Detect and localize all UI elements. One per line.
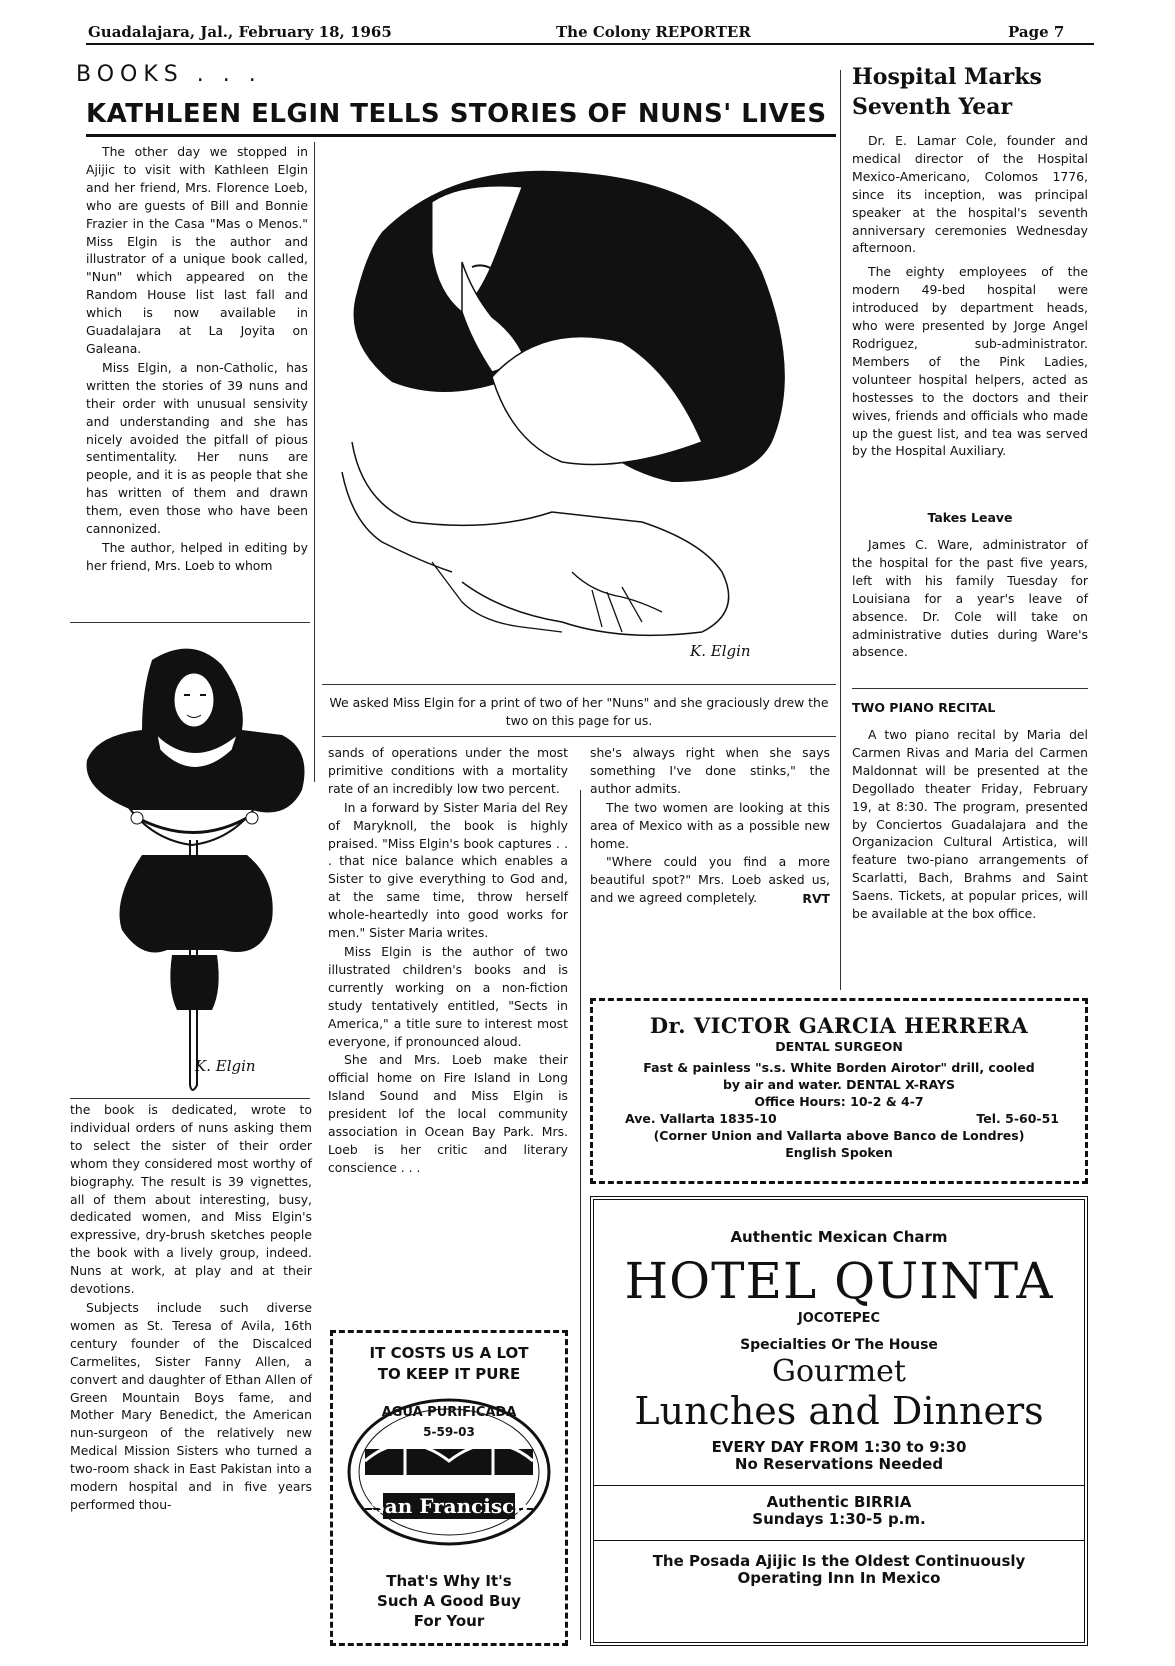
caption-top-rule — [322, 684, 836, 685]
column-rule-2 — [580, 790, 581, 1640]
story-paragraph: In a forward by Sister Maria del Rey of Maryknoll, the book is highly praised. "Miss Elgin's book captures . . . that nice balance which enables a Sister to give everything to God and, at the same time, throw herself whole-heartedly into good works for men." Sister Maria writes. — [328, 799, 568, 941]
hospital-leave-story — [852, 536, 1088, 662]
section-label: BOOKS . . . — [76, 62, 262, 87]
water-foot-1: That's Why It's — [386, 1572, 512, 1590]
hotel-gourmet: Gourmet — [772, 1354, 906, 1389]
water-head-1: IT COSTS US A LOT — [369, 1344, 529, 1362]
story-paragraph: The eighty employees of the modern 49-bed hospital were introduced by department heads, who were presented by Jorge Angel Rodriguez, sub-administrator. Members of the Pink Ladies, volunteer hospital helpers, acted as hostesses to the doctors and their wives, friends and officials who made up the guest list, and tea was served by the Hospital Auxiliary. — [852, 264, 1088, 459]
water-ad — [330, 1330, 568, 1646]
illustration-caption: We asked Miss Elgin for a print of two of her "Nuns" and she graciously drew the two on this page for us. — [329, 695, 829, 728]
story-paragraph: sands of operations under the most primitive conditions with a mortality rate of an incredibly low two percent. — [328, 745, 568, 796]
story-paragraph: James C. Ware, administrator of the hospital for the past five years, left with his family Tuesday for Louisiana for a year's leave of absence. Dr. Cole will take on administrative duties during Ware's absence. — [852, 537, 1088, 660]
water-head-2: TO KEEP IT PURE — [377, 1365, 521, 1383]
headline-rule — [86, 134, 836, 137]
nun-bicycle-illustration — [72, 640, 312, 1140]
story-paragraph: A two piano recital by Maria del Carmen Rivas and Maria del Carmen Maldonnat will be presented at the Degollado theater Friday, February 19, at 8:30. The program, presented by Conciertos Guadalajara and the Organizacion Cultural Artistica, will feature two-piano arrangements of Scarlatti, Bach, Brahms and Saint Saens. Tickets, at popular prices, will be available at the box office. — [852, 727, 1088, 922]
dental-english: English Spoken — [785, 1145, 893, 1160]
hospital-divider — [852, 688, 1088, 689]
hospital-subhead: Takes Leave — [927, 510, 1013, 525]
dental-hours: Office Hours: 10-2 & 4-7 — [754, 1094, 924, 1109]
dentist-name: Dr. VICTOR GARCIA HERRERA — [649, 1013, 1029, 1038]
column-1-divider — [70, 622, 310, 623]
hotel-tagline: Authentic Mexican Charm — [730, 1228, 948, 1246]
posada-line-2: Operating Inn In Mexico — [737, 1569, 941, 1587]
story-column-1-top — [86, 143, 308, 576]
signature-large: K. Elgin — [690, 642, 751, 660]
hotel-hours: EVERY DAY FROM 1:30 to 9:30 — [711, 1438, 967, 1456]
byline: RVT — [802, 891, 830, 907]
story-paragraph: Miss Elgin, a non-Catholic, has written the stories of 39 nuns and their order with unusual sensivity and understanding and she has nicely avoided the pitfall of pious sentimentality. Her nuns are people, and it is as people that she has written of them and drawn them, even those who have been cannonized. — [86, 359, 308, 537]
hotel-meals: Lunches and Dinners — [634, 1389, 1044, 1433]
hotel-name: HOTEL QUINTA — [624, 1252, 1054, 1310]
column-rule-3 — [840, 70, 841, 990]
story-column-3 — [590, 744, 830, 909]
story-paragraph: Miss Elgin is the author of two illustrated children's books and is currently working on a non-fiction study tentatively entitled, "Sects in America," a title sure to interest most everyone, if pronounced aloud. — [328, 943, 568, 1049]
signature-small: K. Elgin — [195, 1057, 256, 1075]
headline: KATHLEEN ELGIN TELLS STORIES OF NUNS' LIVES — [86, 99, 827, 129]
hospital-story — [852, 132, 1088, 461]
paper-name: The Colony REPORTER — [556, 23, 751, 41]
dental-line-1: Fast & painless "s.s. White Borden Airotor" drill, cooled — [643, 1060, 1035, 1075]
caption-bottom-rule — [322, 736, 836, 737]
dental-ad — [590, 998, 1088, 1184]
hospital-title-2: Seventh Year — [852, 94, 1013, 120]
page-number: Page 7 — [1008, 23, 1065, 41]
water-logo — [345, 1397, 553, 1547]
story-paragraph: Subjects include such diverse women as St. Teresa of Avila, 16th century founder of the Discalced Carmelites, Sister Fanny Allen, a convert and daughter of Ethan Allen of Green Mountain Boys fame, and Mother Mary Benedict, the American nun-surgeon of the relatively new Medical Mission Sisters who turned a two-room shack in East Pakistan into a modern hospital and in five years performed thou- — [70, 1299, 312, 1512]
water-brand: San Francisco — [370, 1494, 528, 1518]
water-foot-2: Such A Good Buy — [377, 1592, 521, 1610]
hotel-reservations: No Reservations Needed — [734, 1455, 944, 1473]
nun-portrait-illustration — [322, 142, 832, 682]
story-column-1-bottom — [70, 1101, 312, 1515]
story-paragraph: "Where could you find a more beautiful spot?" Mrs. Loeb asked us, and we agreed completely. — [590, 854, 830, 906]
story-paragraph: The author, helped in editing by her friend, Mrs. Loeb to whom — [86, 539, 308, 573]
story-paragraph: The two women are looking at this area of Mexico with as a possible new home. — [590, 799, 830, 851]
dental-location: (Corner Union and Vallarta above Banco de Londres) — [653, 1128, 1025, 1143]
story-paragraph: She and Mrs. Loeb make their official home on Fire Island in Long Island Sound and Miss Elgin is president lof the local community association in Ocean Bay Park. Mrs. Loeb is her critic and literary conscience . . . — [328, 1052, 568, 1175]
dental-line-2: by air and water. DENTAL X-RAYS — [722, 1077, 956, 1092]
hotel-specialties: Specialties Or The House — [740, 1337, 938, 1353]
water-foot-3: For Your — [413, 1612, 485, 1630]
story-paragraph: Dr. E. Lamar Cole, founder and medical director of the Hospital Mexico-Americano, Colomos 1776, since its inception, was principal speaker at the hospital's seventh anniversary ceremonies Wednesday afternoon. — [852, 133, 1088, 256]
posada-line-1: The Posada Ajijic Is the Oldest Continuously — [652, 1552, 1026, 1570]
water-phone: 5-59-03 — [423, 1425, 475, 1439]
story-paragraph: The other day we stopped in Ajijic to visit with Kathleen Elgin and her friend, Mrs. Florence Loeb, who are guests of Bill and Bonnie Frazier in the Casa "Mas o Menos." Miss Elgin is the author and illustrator of a unique book called, "Nun" which appeared on the Random House list last fall and which is now available in Guadalajara at La Joyita on Galeana. — [86, 144, 308, 356]
story-paragraph: she's always right when she says something I've done stinks," the author admits. — [590, 745, 830, 796]
hotel-birria: Authentic BIRRIA — [766, 1493, 912, 1511]
column-rule-1 — [314, 142, 315, 782]
hospital-title-1: Hospital Marks — [852, 64, 1042, 90]
header-rule — [86, 43, 1094, 45]
header-date: Guadalajara, Jal., February 18, 1965 — [88, 23, 392, 41]
dental-address: Ave. Vallarta 1835-10 — [625, 1111, 777, 1126]
recital-story — [852, 726, 1088, 924]
column-1-divider-2 — [70, 1098, 310, 1099]
recital-title: TWO PIANO RECITAL — [852, 700, 996, 715]
story-column-2 — [328, 744, 568, 1178]
dental-phone: Tel. 5-60-51 — [976, 1111, 1059, 1126]
hotel-birria-hours: Sundays 1:30-5 p.m. — [752, 1510, 926, 1528]
water-brand-arc: AGUA PURIFICADA — [381, 1405, 517, 1420]
hotel-town: JOCOTEPEC — [797, 1311, 881, 1326]
story-paragraph: the book is dedicated, wrote to individual orders of nuns asking them to select the sister of their order whom they considered most worthy of biography. The result is 39 vignettes, all of them about interesting, busy, dedicated women, and Miss Elgin's expressive, dry-brush sketches people the book with a lively group, indeed. Nuns at work, at play and at their devotions. — [70, 1102, 312, 1297]
dentist-title: DENTAL SURGEON — [775, 1039, 903, 1054]
hotel-ad — [590, 1196, 1088, 1646]
